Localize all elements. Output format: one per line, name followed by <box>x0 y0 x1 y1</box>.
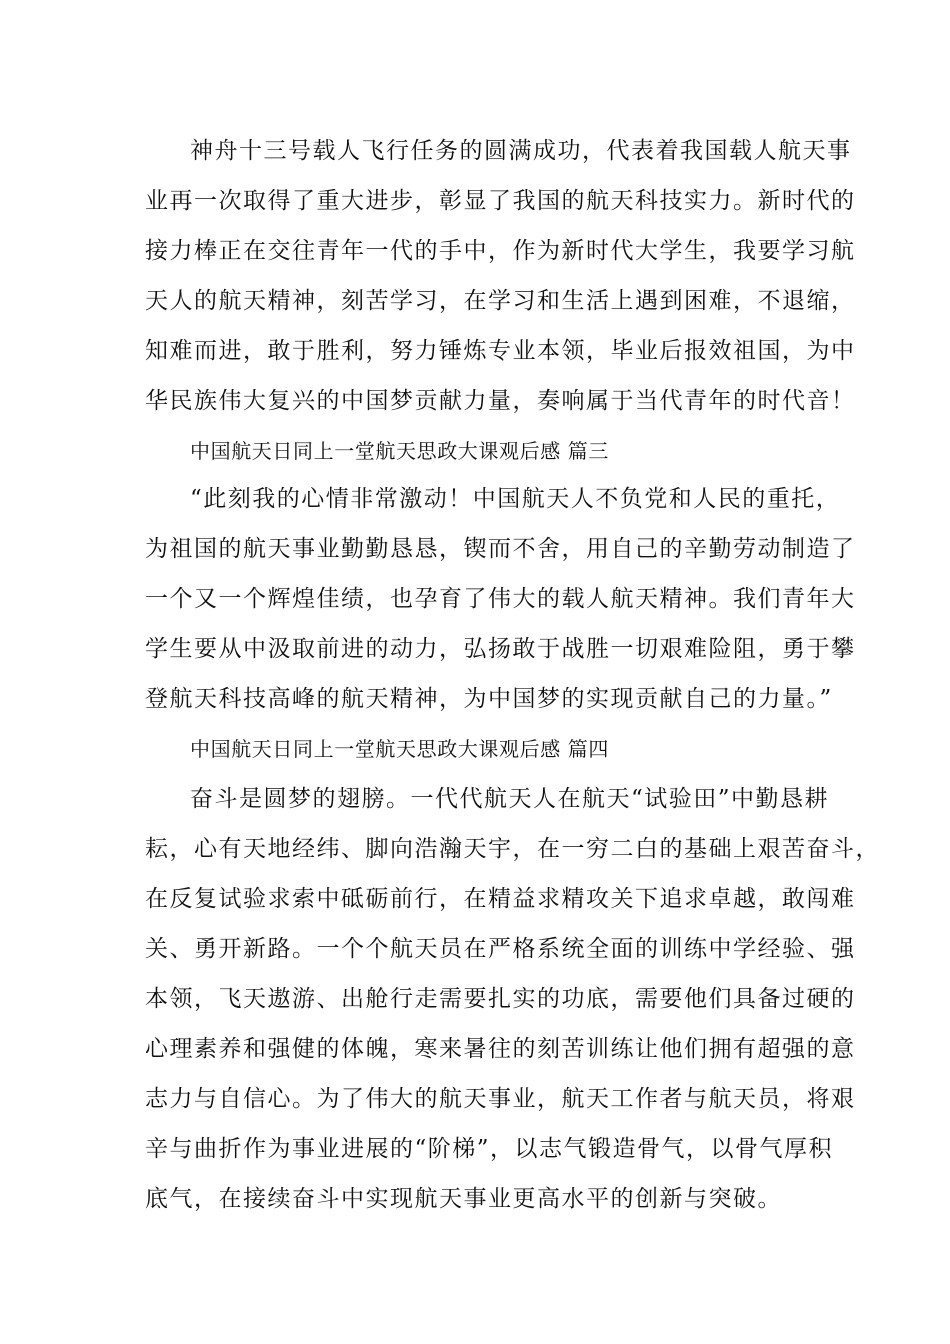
section-heading-3: 中国航天日同上一堂航天思政大课观后感 篇三 <box>190 439 609 463</box>
paragraph-2-line-5: 登航天科技高峰的航天精神，为中国梦的实现贡献自己的力量。” <box>145 686 833 712</box>
paragraph-3-line-7: 志力与自信心。为了伟大的航天事业，航天工作者与航天员，将艰 <box>145 1086 856 1112</box>
paragraph-3-line-6: 心理素养和强健的体魄，寒来暑往的刻苦训练让他们拥有超强的意 <box>145 1036 856 1062</box>
paragraph-3-line-2: 耘，心有天地经纬、脚向浩瀚天宇，在一穷二白的基础上艰苦奋斗， <box>145 836 880 862</box>
paragraph-1-line-2: 业再一次取得了重大进步，彰显了我国的航天科技实力。新时代的 <box>145 188 856 214</box>
paragraph-3-line-9: 底气，在接续奋斗中实现航天事业更高水平的创新与突破。 <box>145 1186 782 1212</box>
paragraph-1-line-6: 华民族伟大复兴的中国梦贡献力量，奏响属于当代青年的时代音！ <box>145 388 856 414</box>
paragraph-1-line-1: 神舟十三号载人飞行任务的圆满成功，代表着我国载人航天事 <box>190 138 852 164</box>
section-heading-4: 中国航天日同上一堂航天思政大课观后感 篇四 <box>190 737 609 761</box>
paragraph-2-line-4: 学生要从中汲取前进的动力，弘扬敢于战胜一切艰难险阻，勇于攀 <box>145 636 856 662</box>
paragraph-3-line-5: 本领，飞天遨游、出舱行走需要扎实的功底，需要他们具备过硬的 <box>145 986 856 1012</box>
paragraph-3-line-4: 关、勇开新路。一个个航天员在严格系统全面的训练中学经验、强 <box>145 936 856 962</box>
paragraph-2-line-1: “此刻我的心情非常激动！中国航天人不负党和人民的重托， <box>190 486 841 512</box>
paragraph-3-line-3: 在反复试验求索中砥砺前行，在精益求精攻关下追求卓越，敢闯难 <box>145 886 856 912</box>
paragraph-3-line-8: 辛与曲折作为事业进展的“阶梯”，以志气锻造骨气，以骨气厚积 <box>145 1136 834 1162</box>
paragraph-1-line-3: 接力棒正在交往青年一代的手中，作为新时代大学生，我要学习航 <box>145 238 856 264</box>
paragraph-2-line-3: 一个又一个辉煌佳绩，也孕育了伟大的载人航天精神。我们青年大 <box>145 586 856 612</box>
paragraph-2-line-2: 为祖国的航天事业勤勤恳恳，锲而不舍，用自己的辛勤劳动制造了 <box>145 536 856 562</box>
paragraph-1-line-5: 知难而进，敢于胜利，努力锤炼专业本领，毕业后报效祖国，为中 <box>145 338 856 364</box>
paragraph-1-line-4: 天人的航天精神，刻苦学习，在学习和生活上遇到困难，不退缩， <box>145 288 856 314</box>
paragraph-3-line-1: 奋斗是圆梦的翅膀。一代代航天人在航天“试验田”中勤恳耕 <box>190 786 830 812</box>
